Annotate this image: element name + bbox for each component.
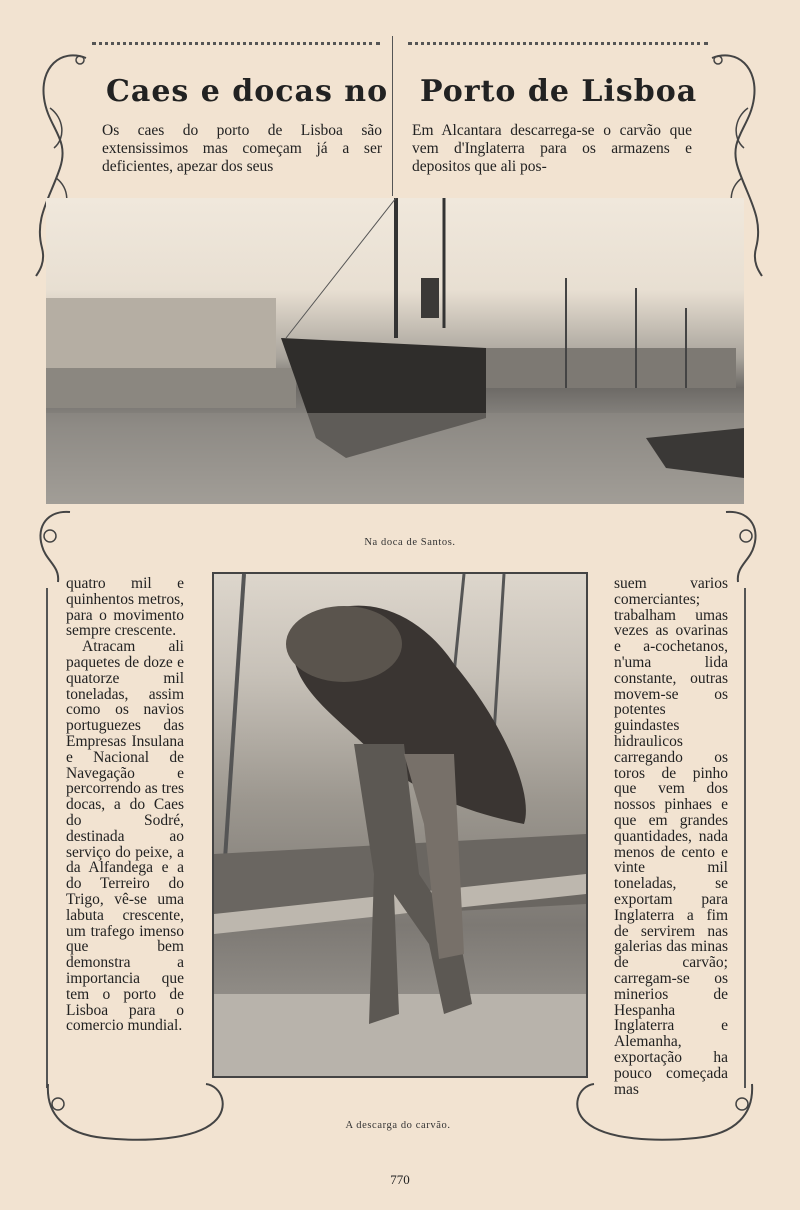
right-text-column [614,576,728,1097]
coal-unloading-photo [212,572,588,1078]
ornament-mid-left [30,506,80,586]
article-title-right: Porto de Lisboa [420,74,698,109]
page-number: 770 [390,1172,410,1187]
intro-paragraph-left: Os caes do porto de Lisboa são extensissimos mas começam já a ser deficientes, apezar dos seus [102,122,382,175]
left-text-column [66,576,184,1034]
left-side-rule [46,588,48,1088]
center-photo-caption: A descarga do carvão. [345,1120,451,1131]
right-side-rule [744,588,746,1088]
left-column-paragraph-2: Atracam ali paquetes de doze e quatorze mil toneladas, assim como os navios portuguezes das Empresas Insulana e Nacional de Navegação e percorrendo as tres docas, a do Caes do Sodré, destinada ao serviço do peixe, a da Alfandega e a do Terreiro do Trigo, vê-se uma labuta crescente, um trafego imenso que bem demonstra a importancia que tem o porto de Lisboa para o comercio mundial. [66,638,184,1035]
ship-photo [46,198,744,504]
dotted-border-left [92,42,380,45]
ornament-bottom-right [566,1074,756,1148]
left-column-paragraph-1: quatro mil e quinhentos metros, para o movimento sempre crescente. [66,575,184,640]
right-column-paragraph-1: suem varios comerciantes; trabalham umas vezes as ovarinas e a-cochetanos, n'uma lida constante, outras movem-se os potentes guindastes hidraulicos carregando os toros de pinho que vem dos nossos pinhaes e que em grandes quantidades, nada menos de cento e vinte mil toneladas, se exportam para Inglaterra a fim de servirem nas galerias das minas de carvão; carregam-se os minerios de Hespanha Inglaterra e Alemanha, exportação ha pouco começada mas [614,575,728,1098]
top-photo-caption: Na doca de Santos. [364,537,456,548]
worker-illustration [214,574,586,1076]
ship-illustration [46,198,744,504]
intro-paragraph-right: Em Alcantara descarrega-se o carvão que vem d'Inglaterra para os armazens e depositos que ali pos- [412,122,692,175]
center-rule [392,36,393,196]
article-title-left: Caes e docas no [106,74,389,109]
ornament-mid-right [716,506,766,586]
dotted-border-right [408,42,708,45]
ornament-bottom-left [44,1074,234,1148]
